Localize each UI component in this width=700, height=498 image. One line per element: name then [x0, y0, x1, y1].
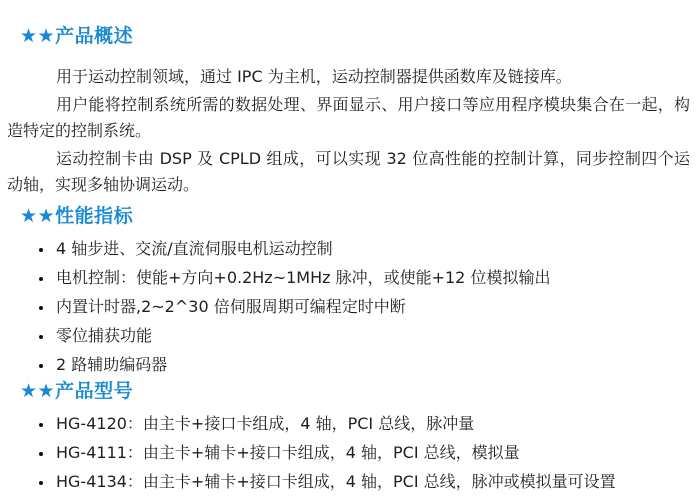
performance-item: • 4 轴步进、交流/直流伺服电机运动控制 — [54, 234, 700, 263]
model-item: • HG-4120：由主卡+接口卡组成，4 轴，PCI 总线，脉冲量 — [54, 409, 700, 438]
overview-paragraph-2: 用户能将控制系统所需的数据处理、界面显示、用户接口等应用程序模块集合在一起，构造特定的控制系统。 — [7, 95, 690, 140]
performance-item: • 零位捕获功能 — [54, 321, 700, 350]
model-item: • HG-4134：由主卡+辅卡+接口卡组成，4 轴，PCI 总线，脉冲或模拟量可设置 — [54, 467, 700, 496]
section-title-models: ★★产品型号 — [20, 380, 134, 402]
overview-paragraph-3: 运动控制卡由 DSP 及 CPLD 组成，可以实现 32 位高性能的控制计算，同步控制四个运动轴，实现多轴协调运动。 — [7, 149, 690, 194]
performance-item: • 内置计时器,2~2^30 倍伺服周期可编程定时中断 — [54, 292, 700, 321]
model-item: • HG-4111：由主卡+辅卡+接口卡组成，4 轴，PCI 总线，模拟量 — [54, 438, 700, 467]
performance-list — [0, 234, 700, 379]
section-title-performance: ★★性能指标 — [20, 205, 134, 227]
performance-item: • 2 路辅助编码器 — [54, 350, 700, 379]
performance-item: • 电机控制：使能+方向+0.2Hz~1MHz 脉冲，或使能+12 位模拟输出 — [54, 263, 700, 292]
section-title-overview: ★★产品概述 — [20, 25, 134, 47]
models-list — [0, 409, 700, 496]
overview-paragraph-1: 用于运动控制领域，通过 IPC 为主机，运动控制器提供函数库及链接库。 — [56, 67, 572, 86]
